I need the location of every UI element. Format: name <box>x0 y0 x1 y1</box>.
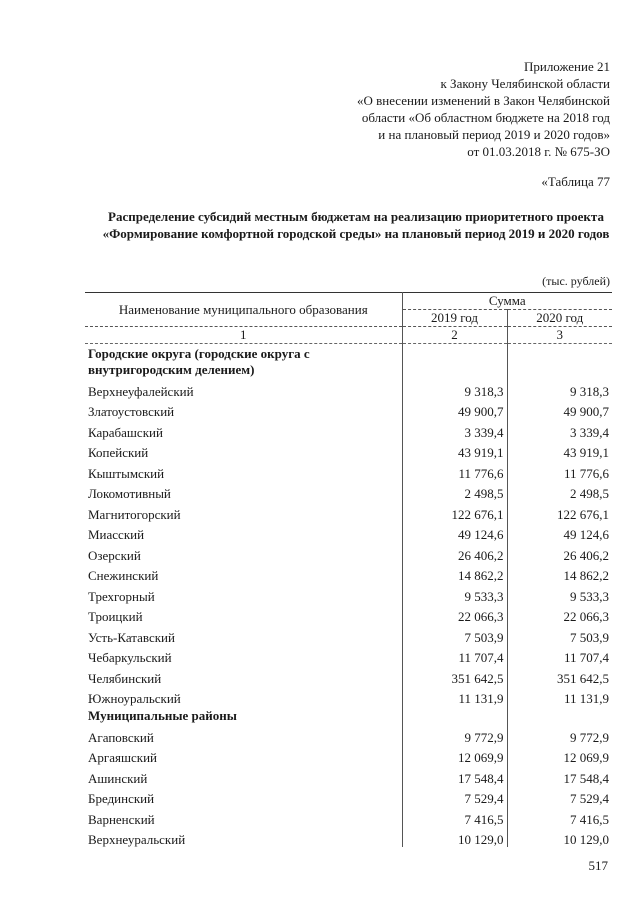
amount-2019: 14 862,2 <box>402 563 507 584</box>
amount-2020: 7 416,5 <box>570 811 609 827</box>
municipality-name: Усть-Катавский <box>85 624 402 645</box>
table-row <box>85 786 612 807</box>
annex-line: и на плановый период 2019 и 2020 годов» <box>378 127 610 142</box>
amount-2019: 10 129,0 <box>402 827 507 848</box>
table-row <box>85 765 612 786</box>
amount-2020: 351 642,5 <box>557 670 609 686</box>
table-row <box>85 745 612 766</box>
amount-2020: 12 069,9 <box>563 750 609 765</box>
municipality-name: Трехгорный <box>85 583 402 604</box>
amount-2020: 11 131,9 <box>563 691 609 706</box>
group-row <box>85 344 612 379</box>
amount-2019: 9 533,3 <box>402 583 507 604</box>
annex-header <box>270 58 610 160</box>
table-row <box>85 378 612 399</box>
amount-2019: 3 339,4 <box>402 419 507 440</box>
group-title: Муниципальные районы <box>85 706 402 724</box>
table-row <box>85 419 612 440</box>
column-header-sum: Сумма <box>402 293 612 310</box>
subsidy-table <box>85 292 612 847</box>
amount-2019: 11 131,9 <box>402 686 507 707</box>
municipality-name: Варненский <box>85 806 402 827</box>
column-header-2019: 2019 год <box>402 310 507 327</box>
municipality-name: Верхнеуральский <box>85 827 402 848</box>
table-row <box>85 460 612 481</box>
amount-2020: 43 919,1 <box>563 445 609 460</box>
column-number: 2 <box>402 327 507 344</box>
municipality-name: Магнитогорский <box>85 501 402 522</box>
amount-2019: 7 416,5 <box>402 806 507 827</box>
amount-2019: 11 776,6 <box>402 460 507 481</box>
table-row <box>85 583 612 604</box>
amount-2020: 2 498,5 <box>570 486 609 501</box>
amount-2019: 2 498,5 <box>402 481 507 502</box>
amount-2020: 11 776,6 <box>563 465 609 481</box>
annex-line: от 01.03.2018 г. № 675-ЗО <box>467 144 610 159</box>
table-row <box>85 542 612 563</box>
amount-2019: 49 900,7 <box>402 399 507 420</box>
table-row <box>85 522 612 543</box>
municipality-name: Локомотивный <box>85 481 402 502</box>
amount-2019: 9 772,9 <box>402 724 507 745</box>
units-note: (тыс. рублей) <box>542 274 610 288</box>
column-header-name: Наименование муниципального образования <box>85 293 402 327</box>
table-row <box>85 645 612 666</box>
table-label: «Таблица 77 <box>541 174 610 189</box>
amount-2019: 22 066,3 <box>402 604 507 625</box>
column-header-2020: 2020 год <box>507 310 612 327</box>
municipality-name: Южноуральский <box>85 686 402 707</box>
group-row <box>85 706 612 724</box>
amount-2020: 7 529,4 <box>570 791 609 806</box>
annex-line: области «Об областном бюджете на 2018 год <box>361 110 610 125</box>
amount-2019: 11 707,4 <box>402 645 507 666</box>
municipality-name: Челябинский <box>85 665 402 686</box>
amount-2019: 12 069,9 <box>402 745 507 766</box>
amount-2019: 49 124,6 <box>402 522 507 543</box>
table-row <box>85 501 612 522</box>
document-title: Распределение субсидий местным бюджетам на реализацию приоритетного проекта «Формирование комфортной городской среды» на плановый период 2019 и 2020 годов <box>102 209 610 241</box>
municipality-name: Верхнеуфалейский <box>85 378 402 399</box>
amount-2019: 17 548,4 <box>402 765 507 786</box>
amount-2020: 11 707,4 <box>563 650 609 665</box>
amount-2019: 9 318,3 <box>402 378 507 399</box>
amount-2020: 14 862,2 <box>563 568 609 583</box>
municipality-name: Кыштымский <box>85 460 402 481</box>
amount-2019: 43 919,1 <box>402 440 507 461</box>
amount-2020: 22 066,3 <box>563 609 609 624</box>
municipality-name: Златоустовский <box>85 399 402 420</box>
municipality-name: Троицкий <box>85 604 402 625</box>
municipality-name: Миасский <box>85 522 402 543</box>
amount-2020: 3 339,4 <box>570 424 609 440</box>
amount-2020: 9 533,3 <box>570 588 609 604</box>
amount-2020: 49 124,6 <box>563 527 609 542</box>
municipality-name: Ашинский <box>85 765 402 786</box>
municipality-name: Брединский <box>85 786 402 807</box>
amount-2020: 7 503,9 <box>570 629 609 645</box>
column-number: 1 <box>85 327 402 344</box>
amount-2020: 9 772,9 <box>570 729 609 745</box>
municipality-name: Копейский <box>85 440 402 461</box>
column-number: 3 <box>507 327 612 344</box>
table-row <box>85 665 612 686</box>
municipality-name: Аргаяшский <box>85 745 402 766</box>
table-row <box>85 604 612 625</box>
table-row <box>85 481 612 502</box>
municipality-name: Агаповский <box>85 724 402 745</box>
amount-2020: 49 900,7 <box>563 404 609 419</box>
group-title: Городские округа (городские округа с внутригородским делением) <box>85 344 402 379</box>
table-row <box>85 440 612 461</box>
annex-line: «О внесении изменений в Закон Челябинской <box>356 93 610 108</box>
table-row <box>85 624 612 645</box>
annex-line: Приложение 21 <box>523 59 610 74</box>
municipality-name: Карабашский <box>85 419 402 440</box>
page-number: 517 <box>588 858 608 873</box>
amount-2020: 10 129,0 <box>563 832 609 847</box>
amount-2019: 7 503,9 <box>402 624 507 645</box>
municipality-name: Чебаркульский <box>85 645 402 666</box>
table-row <box>85 686 612 707</box>
amount-2019: 26 406,2 <box>402 542 507 563</box>
amount-2019: 7 529,4 <box>402 786 507 807</box>
municipality-name: Озерский <box>85 542 402 563</box>
table-row <box>85 563 612 584</box>
amount-2019: 351 642,5 <box>402 665 507 686</box>
amount-2019: 122 676,1 <box>402 501 507 522</box>
amount-2020: 26 406,2 <box>563 547 609 563</box>
table-row <box>85 827 612 848</box>
amount-2020: 17 548,4 <box>563 770 609 786</box>
table-row <box>85 399 612 420</box>
table-row <box>85 724 612 745</box>
annex-line: к Закону Челябинской области <box>440 76 610 91</box>
column-number-row <box>85 327 612 344</box>
amount-2020: 9 318,3 <box>570 383 609 399</box>
table-row <box>85 806 612 827</box>
municipality-name: Снежинский <box>85 563 402 584</box>
amount-2020: 122 676,1 <box>557 506 609 522</box>
